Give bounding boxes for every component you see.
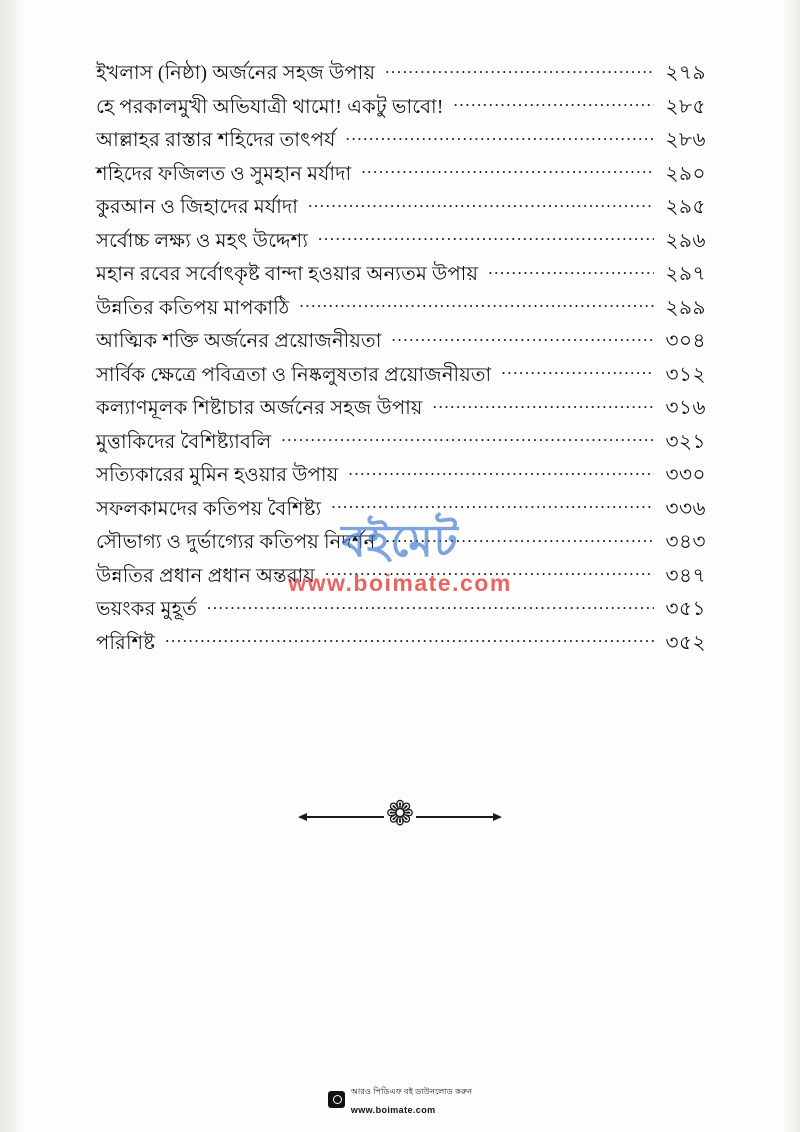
toc-entry-title: ইখলাস (নিষ্ঠা) অর্জনের সহজ উপায় xyxy=(96,63,376,84)
toc-leader-dots xyxy=(392,328,654,347)
toc-entry-title: সৌভাগ্য ও দুর্ভাগ্যের কতিপয় নিদর্শন xyxy=(96,532,376,553)
toc-entry-title: উন্নতির কতিপয় মাপকাঠি xyxy=(96,297,290,319)
toc-leader-dots xyxy=(346,127,654,146)
toc-entry-title: সার্বিক ক্ষেত্রে পবিত্রতা ও নিষ্কলুষতার প্রয়োজনীয়তা xyxy=(96,364,492,386)
toc-leader-dots xyxy=(165,630,654,649)
toc-entry-title: আল্লাহর রাস্তার শহিদের তাৎপর্য xyxy=(96,130,336,151)
toc-leader-dots xyxy=(308,194,654,213)
toc-entry[interactable] xyxy=(96,628,706,662)
toc-entry[interactable] xyxy=(96,393,706,427)
toc-entry-page: ২৭৯ xyxy=(665,62,706,84)
toc-leader-dots xyxy=(361,161,654,180)
toc-entry-page: ২৮৫ xyxy=(665,95,706,118)
toc-entry[interactable] xyxy=(96,226,706,260)
ornament-line-left xyxy=(306,816,384,818)
toc-entry-title: কল্যাণমূলক শিষ্টাচার অর্জনের সহজ উপায় xyxy=(96,398,423,419)
ornament-line-right xyxy=(416,816,494,818)
toc-leader-dots xyxy=(488,261,654,280)
toc-entry[interactable] xyxy=(96,494,706,528)
toc-leader-dots xyxy=(318,228,654,247)
toc-entry-title: সত্যিকারের মুমিন হওয়ার উপায় xyxy=(96,465,339,486)
toc-leader-dots xyxy=(501,362,654,381)
toc-entry[interactable] xyxy=(96,527,706,561)
toc-entry[interactable] xyxy=(96,460,706,494)
toc-entry-page: ২৯৫ xyxy=(665,196,706,218)
toc-entry-title: মুত্তাকিদের বৈশিষ্ট্যাবলি xyxy=(96,431,272,453)
toc-entry-title: হে পরকালমুখী অভিযাত্রী থামো! একটু ভাবো! xyxy=(96,96,444,118)
toc-leader-dots xyxy=(385,60,654,79)
toc-entry-page: ৩১২ xyxy=(665,363,706,386)
toc-entry-title: ভয়ংকর মুহূর্ত xyxy=(96,599,197,620)
toc-entry[interactable] xyxy=(96,427,706,461)
toc-entry[interactable] xyxy=(96,92,706,126)
toc-entry[interactable] xyxy=(96,326,706,360)
toc-leader-dots xyxy=(433,395,654,414)
toc-entry-title: সর্বোচ্চ লক্ষ্য ও মহৎ উদ্দেশ্য xyxy=(96,230,309,252)
toc-entry-page: ৩৫২ xyxy=(665,631,706,654)
watermark-logo-part2: মেট xyxy=(390,517,459,566)
toc-entry-page: ৩৩৬ xyxy=(665,497,706,520)
toc-leader-dots xyxy=(348,462,654,481)
toc-entry-page: ৩৪৭ xyxy=(665,564,706,587)
toc-entry-page: ৩৪৩ xyxy=(665,531,706,553)
toc-entry[interactable] xyxy=(96,360,706,394)
toc-leader-dots xyxy=(299,295,654,314)
toc-entry-page: ৩৩০ xyxy=(665,464,706,486)
toc-leader-dots xyxy=(331,496,654,515)
toc-leader-dots xyxy=(325,563,654,582)
toc-entry-title: উন্নতির প্রধান প্রধান অন্তরায় xyxy=(96,565,316,587)
toc-leader-dots xyxy=(454,94,654,113)
toc-entry-title: আত্মিক শক্তি অর্জনের প্রয়োজনীয়তা xyxy=(96,331,382,352)
toc-entry[interactable] xyxy=(96,58,706,92)
toc-entry-page: ৩৫১ xyxy=(665,598,706,620)
toc-entry-title: মহান রবের সর্বোৎকৃষ্ট বান্দা হওয়ার অন্যতম উপায় xyxy=(96,264,479,285)
toc-entry-page: ২৯৯ xyxy=(665,296,706,319)
footer-text xyxy=(351,1081,472,1118)
toc-entry-page: ২৮৬ xyxy=(665,129,706,151)
toc-entry-page: ৩১৬ xyxy=(665,397,706,419)
toc-entry-title: সফলকামদের কতিপয় বৈশিষ্ট্য xyxy=(96,498,322,520)
toc-entry[interactable] xyxy=(96,293,706,327)
toc-leader-dots xyxy=(207,596,654,615)
toc-entry[interactable] xyxy=(96,259,706,293)
watermark-logo-part1: বই xyxy=(341,517,391,566)
toc-entry[interactable] xyxy=(96,125,706,159)
footer-url: www.boimate.com xyxy=(350,1104,436,1115)
toc-entry-page: ৩০৪ xyxy=(665,330,706,352)
toc-entry[interactable] xyxy=(96,159,706,193)
toc-entry-title: পরিশিষ্ট xyxy=(96,632,156,654)
toc-entry-title: শহিদের ফজিলত ও সুমহান মর্যাদা xyxy=(96,163,352,185)
table-of-contents xyxy=(96,58,706,661)
toc-entry-page: ২৯৭ xyxy=(665,263,706,285)
toc-leader-dots xyxy=(386,529,655,548)
footer-tagline: আরও পিডিএফ বই ডাউনলোড করুন xyxy=(350,1087,473,1097)
page-footer xyxy=(0,1081,800,1118)
toc-entry-title: কুরআন ও জিহাদের মর্যাদা xyxy=(96,197,299,218)
toc-entry[interactable] xyxy=(96,192,706,226)
boimate-badge-icon xyxy=(328,1091,345,1108)
toc-entry[interactable] xyxy=(96,561,706,595)
section-ornament xyxy=(0,796,800,834)
watermark-url: www.boimate.com xyxy=(288,570,512,596)
ornament-flower-icon: ❁ xyxy=(385,796,415,833)
toc-entry-page: ৩২১ xyxy=(665,430,706,453)
toc-entry[interactable] xyxy=(96,594,706,628)
toc-leader-dots xyxy=(281,429,654,448)
toc-entry-page: ২৯৬ xyxy=(665,229,706,252)
toc-entry-page: ২৯০ xyxy=(665,162,706,185)
